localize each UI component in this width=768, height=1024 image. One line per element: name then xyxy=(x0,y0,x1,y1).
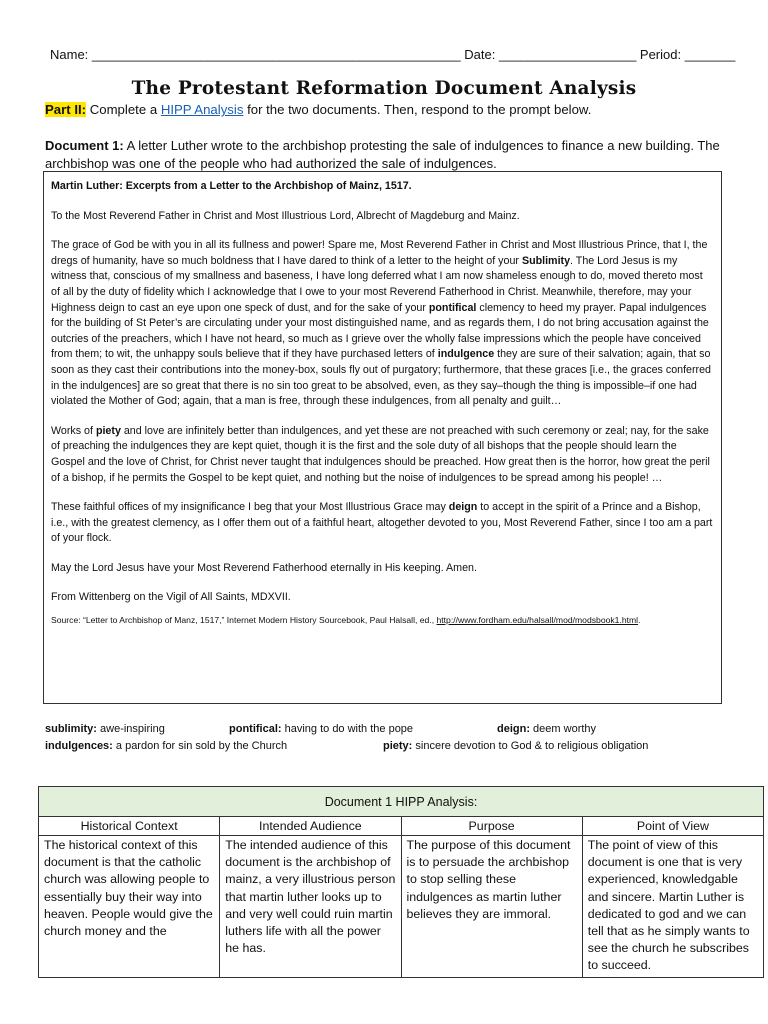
part-label: Part II: xyxy=(45,102,87,117)
letter-paragraph-3 xyxy=(51,500,713,547)
student-info-line[interactable]: Name: ___________________________________________________ Date: ___________________ Period: _______ xyxy=(50,47,736,62)
glossary-definition: awe-inspiring xyxy=(96,723,165,735)
column-header-point-of-view: Point of View xyxy=(582,817,763,836)
source-text: Source: “Letter to Archbishop of Manz, 1517,” Internet Modern History Sourcebook, Paul Halsall, ed., xyxy=(51,615,437,626)
term-indulgence: indulgence xyxy=(437,348,495,361)
term-sublimity: Sublimity xyxy=(521,254,571,267)
letter-text: The grace of God be with you in all its fullness and power! Spare me, Most Reverend Father in Christ and Most Illustrious Prince, that I, the dregs of humanity, have so much boldness that I have dared to think of a letter to the height of your xyxy=(51,239,708,267)
glossary-indulgences xyxy=(45,740,287,752)
glossary-sublimity xyxy=(45,723,165,735)
hipp-table-heading: Document 1 HIPP Analysis: xyxy=(39,787,764,817)
letter-text: These faithful offices of my insignificance I beg that your Most Illustrious Grace may xyxy=(51,501,449,514)
hipp-analysis-link[interactable]: HIPP Analysis xyxy=(160,102,244,117)
document-1-intro xyxy=(45,137,725,173)
glossary-definition: a pardon for sin sold by the Church xyxy=(112,740,288,752)
glossary-piety xyxy=(383,740,648,752)
purpose-answer[interactable]: The purpose of this document is to persuade the archbishop to stop selling these indulgences as martin luther believes they are immoral. xyxy=(401,836,582,978)
column-header-historical-context: Historical Context xyxy=(39,817,220,836)
glossary-term: indulgences: xyxy=(45,740,113,752)
glossary-deign xyxy=(497,723,596,735)
letter-address: To the Most Reverend Father in Christ and Most Illustrious Lord, Albrecht of Magdeburg and Mainz. xyxy=(51,209,520,222)
term-deign: deign xyxy=(448,501,478,514)
term-pontifical: pontifical xyxy=(428,301,477,314)
page-title: The Protestant Reformation Document Analysis xyxy=(131,78,637,99)
letter-text: . The Lord Jesus is my witness that, conscious of my smallness and baseness, I have long deferred what I am now shameless enough to do, moved thereto most of all by the duty of fidelity which I acknowledge that I owe to your most Reverend Fatherhood in Christ. Meanwhile, therefore, may your Highness deign to cast an eye upon one speck of dust, and for the sake of your xyxy=(51,254,703,314)
column-header-purpose: Purpose xyxy=(401,817,582,836)
letter-excerpt-box xyxy=(43,171,722,704)
historical-context-answer[interactable]: The historical context of this document is that the catholic church was allowing people to essentially buy their way into heaven. People would give the church money and the xyxy=(39,836,220,978)
glossary-term: sublimity: xyxy=(45,723,97,735)
glossary-term: pontifical: xyxy=(229,723,282,735)
letter-paragraph-2 xyxy=(51,424,713,486)
letter-text: clemency to heed my prayer. Papal indulgences for the building of St Peter’s are circulating under your most distinguished name, and as regards them, I do not bring accusation against the outcries of the preachers, which I have not heard, so much as I grieve over the wholly false impressions which the people have conceived from them; to wit, the unhappy souls believe that if they have purchased letters of xyxy=(51,301,709,361)
source-link[interactable]: http://www.fordham.edu/halsall/mod/modsbook1.html xyxy=(436,615,639,626)
point-of-view-answer[interactable]: The point of view of this document is one that is very experienced, knowledgable and sincere. Martin Luther is dedicated to god and we can tell that as he simply wants to see the church he subscribes to succeed. xyxy=(582,836,763,978)
letter-text: Works of xyxy=(51,424,96,437)
part-text-before: Complete a xyxy=(86,102,161,117)
intended-audience-answer[interactable]: The intended audience of this document is the archbishop of mainz, a very illustrious person that martin luther looks up to and very well could ruin martin luthers life with all the power he has. xyxy=(220,836,401,978)
hipp-analysis-table xyxy=(38,786,764,978)
document-1-label: Document 1: xyxy=(45,138,124,153)
glossary-definition: sincere devotion to God & to religious obligation xyxy=(412,740,649,752)
letter-text: they are sure of their salvation; again, that so soon as they cast their contributions into the money-box, souls fly out of purgatory; furthermore, that these graces [i.e., the graces conferred in the indulgences] are so great that there is no sin too great to be absolved, even, as they say–though the thing is impossible–if one had violated the Mother of God; again, that a man is free, through these indulgences, from all penalty and guilt… xyxy=(51,348,712,408)
letter-source xyxy=(51,614,713,626)
glossary-pontifical xyxy=(229,723,413,735)
glossary-definition: having to do with the pope xyxy=(281,723,414,735)
glossary-definition: deem worthy xyxy=(530,723,597,735)
glossary-term: piety: xyxy=(383,740,413,752)
column-header-intended-audience: Intended Audience xyxy=(220,817,401,836)
letter-text: and love are infinitely better than indulgences, and yet these are not preached with such ceremony or zeal; nay, for the sake of preaching the indulgences they are kept quiet, though it is the first and the sole duty of all bishops that the people should learn the Gospel and the love of Christ, for Christ never taught that indulgences should be preached. How great then is the horror, how great the peril of a bishop, if he permits the Gospel to be kept quiet, and nothing but the noise of indulgences to be spread among his people! … xyxy=(51,424,710,484)
letter-paragraph-4: May the Lord Jesus have your Most Reverend Fatherhood eternally in His keeping. Amen. xyxy=(51,561,477,574)
glossary-term: deign: xyxy=(497,723,530,735)
term-piety: piety xyxy=(95,424,121,437)
letter-paragraph-1 xyxy=(51,238,713,410)
part-instructions xyxy=(45,102,591,117)
document-1-description: A letter Luther wrote to the archbishop protesting the sale of indulgences to finance a new building. The archbishop was one of the people who had authorized the sale of indulgences. xyxy=(45,138,720,171)
letter-text: to accept in the spirit of a Prince and a Bishop, i.e., with the greatest clemency, as I offer them out of a faithful heart, altogether devoted to you, Most Reverend Father, since I too am a part of your flock. xyxy=(51,501,713,545)
letter-title: Martin Luther: Excerpts from a Letter to the Archbishop of Mainz, 1517. xyxy=(51,180,412,192)
part-text-after: for the two documents. Then, respond to the prompt below. xyxy=(243,102,592,117)
letter-paragraph-5: From Wittenberg on the Vigil of All Saints, MDXVII. xyxy=(51,591,291,604)
source-text: . xyxy=(638,615,641,626)
